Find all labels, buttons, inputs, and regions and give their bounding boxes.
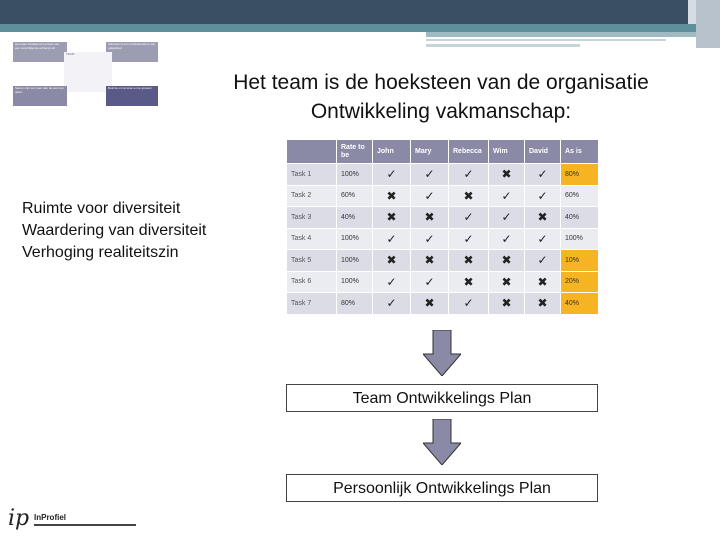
mark-cell: ✓ (525, 250, 561, 272)
mark-cell: ✖ (449, 185, 489, 207)
mark-cell: ✓ (489, 185, 525, 207)
table-row (287, 185, 599, 207)
task-cell: Task 7 (287, 293, 337, 315)
asis-cell: 100% (561, 228, 599, 250)
header-cell: Wim (489, 140, 525, 164)
header-cell: David (525, 140, 561, 164)
mark-cell: ✓ (411, 228, 449, 250)
inprofiel-logo (6, 506, 136, 534)
rate-cell: 100% (337, 250, 373, 272)
mark-cell: ✖ (525, 207, 561, 229)
teal-stripe (0, 24, 696, 32)
mark-cell: ✓ (411, 271, 449, 293)
asis-cell: 10% (561, 250, 599, 272)
rate-cell: 100% (337, 164, 373, 186)
asis-cell: 40% (561, 293, 599, 315)
rate-cell: 40% (337, 207, 373, 229)
header-cell: Mary (411, 140, 449, 164)
asis-cell: 40% (561, 207, 599, 229)
light-stripe (426, 39, 666, 41)
teal-stripe-2 (426, 32, 696, 37)
title-line-1: Het team is de hoeksteen van de organisatie (233, 71, 649, 94)
mark-cell: ✓ (411, 185, 449, 207)
skills-table (286, 139, 599, 315)
mark-cell: ✖ (489, 250, 525, 272)
logo-underline (34, 524, 136, 526)
task-cell: Task 6 (287, 271, 337, 293)
logo-name: InProfiel (34, 513, 67, 522)
rate-cell: 60% (337, 185, 373, 207)
mark-cell: ✖ (525, 293, 561, 315)
mark-cell: ✖ (411, 250, 449, 272)
mark-cell: ✖ (449, 250, 489, 272)
bullet-list (22, 198, 206, 264)
table-row (287, 164, 599, 186)
table-row (287, 228, 599, 250)
task-cell: Task 5 (287, 250, 337, 272)
personal-plan-box: Persoonlijk Ontwikkelings Plan (286, 474, 598, 502)
task-cell: Task 1 (287, 164, 337, 186)
down-arrow-icon (423, 330, 461, 376)
table-row (287, 271, 599, 293)
task-cell: Task 2 (287, 185, 337, 207)
mark-cell: ✖ (489, 271, 525, 293)
top-banner (0, 0, 720, 24)
bullet-item: Verhoging realiteitszin (22, 244, 179, 261)
mark-cell: ✓ (525, 228, 561, 250)
bullet-item: Waardering van diversiteit (22, 222, 207, 239)
mark-cell: ✓ (489, 207, 525, 229)
mark-cell: ✖ (411, 207, 449, 229)
mark-cell: ✓ (525, 164, 561, 186)
thumbnail-box-1: Het team bestaat uit mensen met een verschillende achtergrond (13, 42, 67, 62)
logo-mark: ip (8, 506, 30, 531)
rate-cell: 80% (337, 293, 373, 315)
table-row (287, 293, 599, 315)
mark-cell: ✓ (449, 293, 489, 315)
header-cell: Rate to be (337, 140, 373, 164)
header-cell: As is (561, 140, 599, 164)
mark-cell: ✓ (449, 228, 489, 250)
mark-cell: ✓ (373, 164, 411, 186)
mark-cell: ✖ (489, 293, 525, 315)
mark-cell: ✖ (525, 271, 561, 293)
top-banner-accent-2 (696, 0, 720, 48)
mark-cell: ✓ (373, 228, 411, 250)
bullet-item: Ruimte voor diversiteit (22, 200, 181, 217)
thumbnail-center: TEAM (64, 52, 112, 92)
thumbnail-box-3: Samen zijn we meer dan de som der delen (13, 86, 67, 106)
thumbnail-diagram (12, 40, 160, 108)
table-row (287, 250, 599, 272)
asis-cell: 80% (561, 164, 599, 186)
slide-title (186, 68, 696, 126)
light-stripe-2 (426, 44, 580, 47)
asis-cell: 60% (561, 185, 599, 207)
header-cell: Rebecca (449, 140, 489, 164)
rate-cell: 100% (337, 271, 373, 293)
task-cell: Task 3 (287, 207, 337, 229)
asis-cell: 20% (561, 271, 599, 293)
mark-cell: ✓ (489, 228, 525, 250)
mark-cell: ✓ (525, 185, 561, 207)
table-row (287, 207, 599, 229)
mark-cell: ✓ (449, 207, 489, 229)
table-header-row (287, 140, 599, 164)
mark-cell: ✓ (411, 164, 449, 186)
title-line-2: Ontwikkeling vakmanschap: (310, 100, 572, 123)
header-cell (287, 140, 337, 164)
mark-cell: ✖ (373, 207, 411, 229)
mark-cell: ✓ (373, 271, 411, 293)
task-cell: Task 4 (287, 228, 337, 250)
team-plan-box: Team Ontwikkelings Plan (286, 384, 598, 412)
header-cell: John (373, 140, 411, 164)
mark-cell: ✖ (411, 293, 449, 315)
mark-cell: ✓ (373, 293, 411, 315)
thumbnail-box-4: Ruimte om te leren en te groeien (106, 86, 158, 106)
skills-matrix (286, 139, 598, 313)
mark-cell: ✓ (449, 164, 489, 186)
thumbnail-box-2: Iedereen is een professional op zijn vakgebied (106, 42, 158, 62)
mark-cell: ✖ (373, 250, 411, 272)
mark-cell: ✖ (489, 164, 525, 186)
rate-cell: 100% (337, 228, 373, 250)
mark-cell: ✖ (449, 271, 489, 293)
mark-cell: ✖ (373, 185, 411, 207)
down-arrow-icon (423, 419, 461, 465)
